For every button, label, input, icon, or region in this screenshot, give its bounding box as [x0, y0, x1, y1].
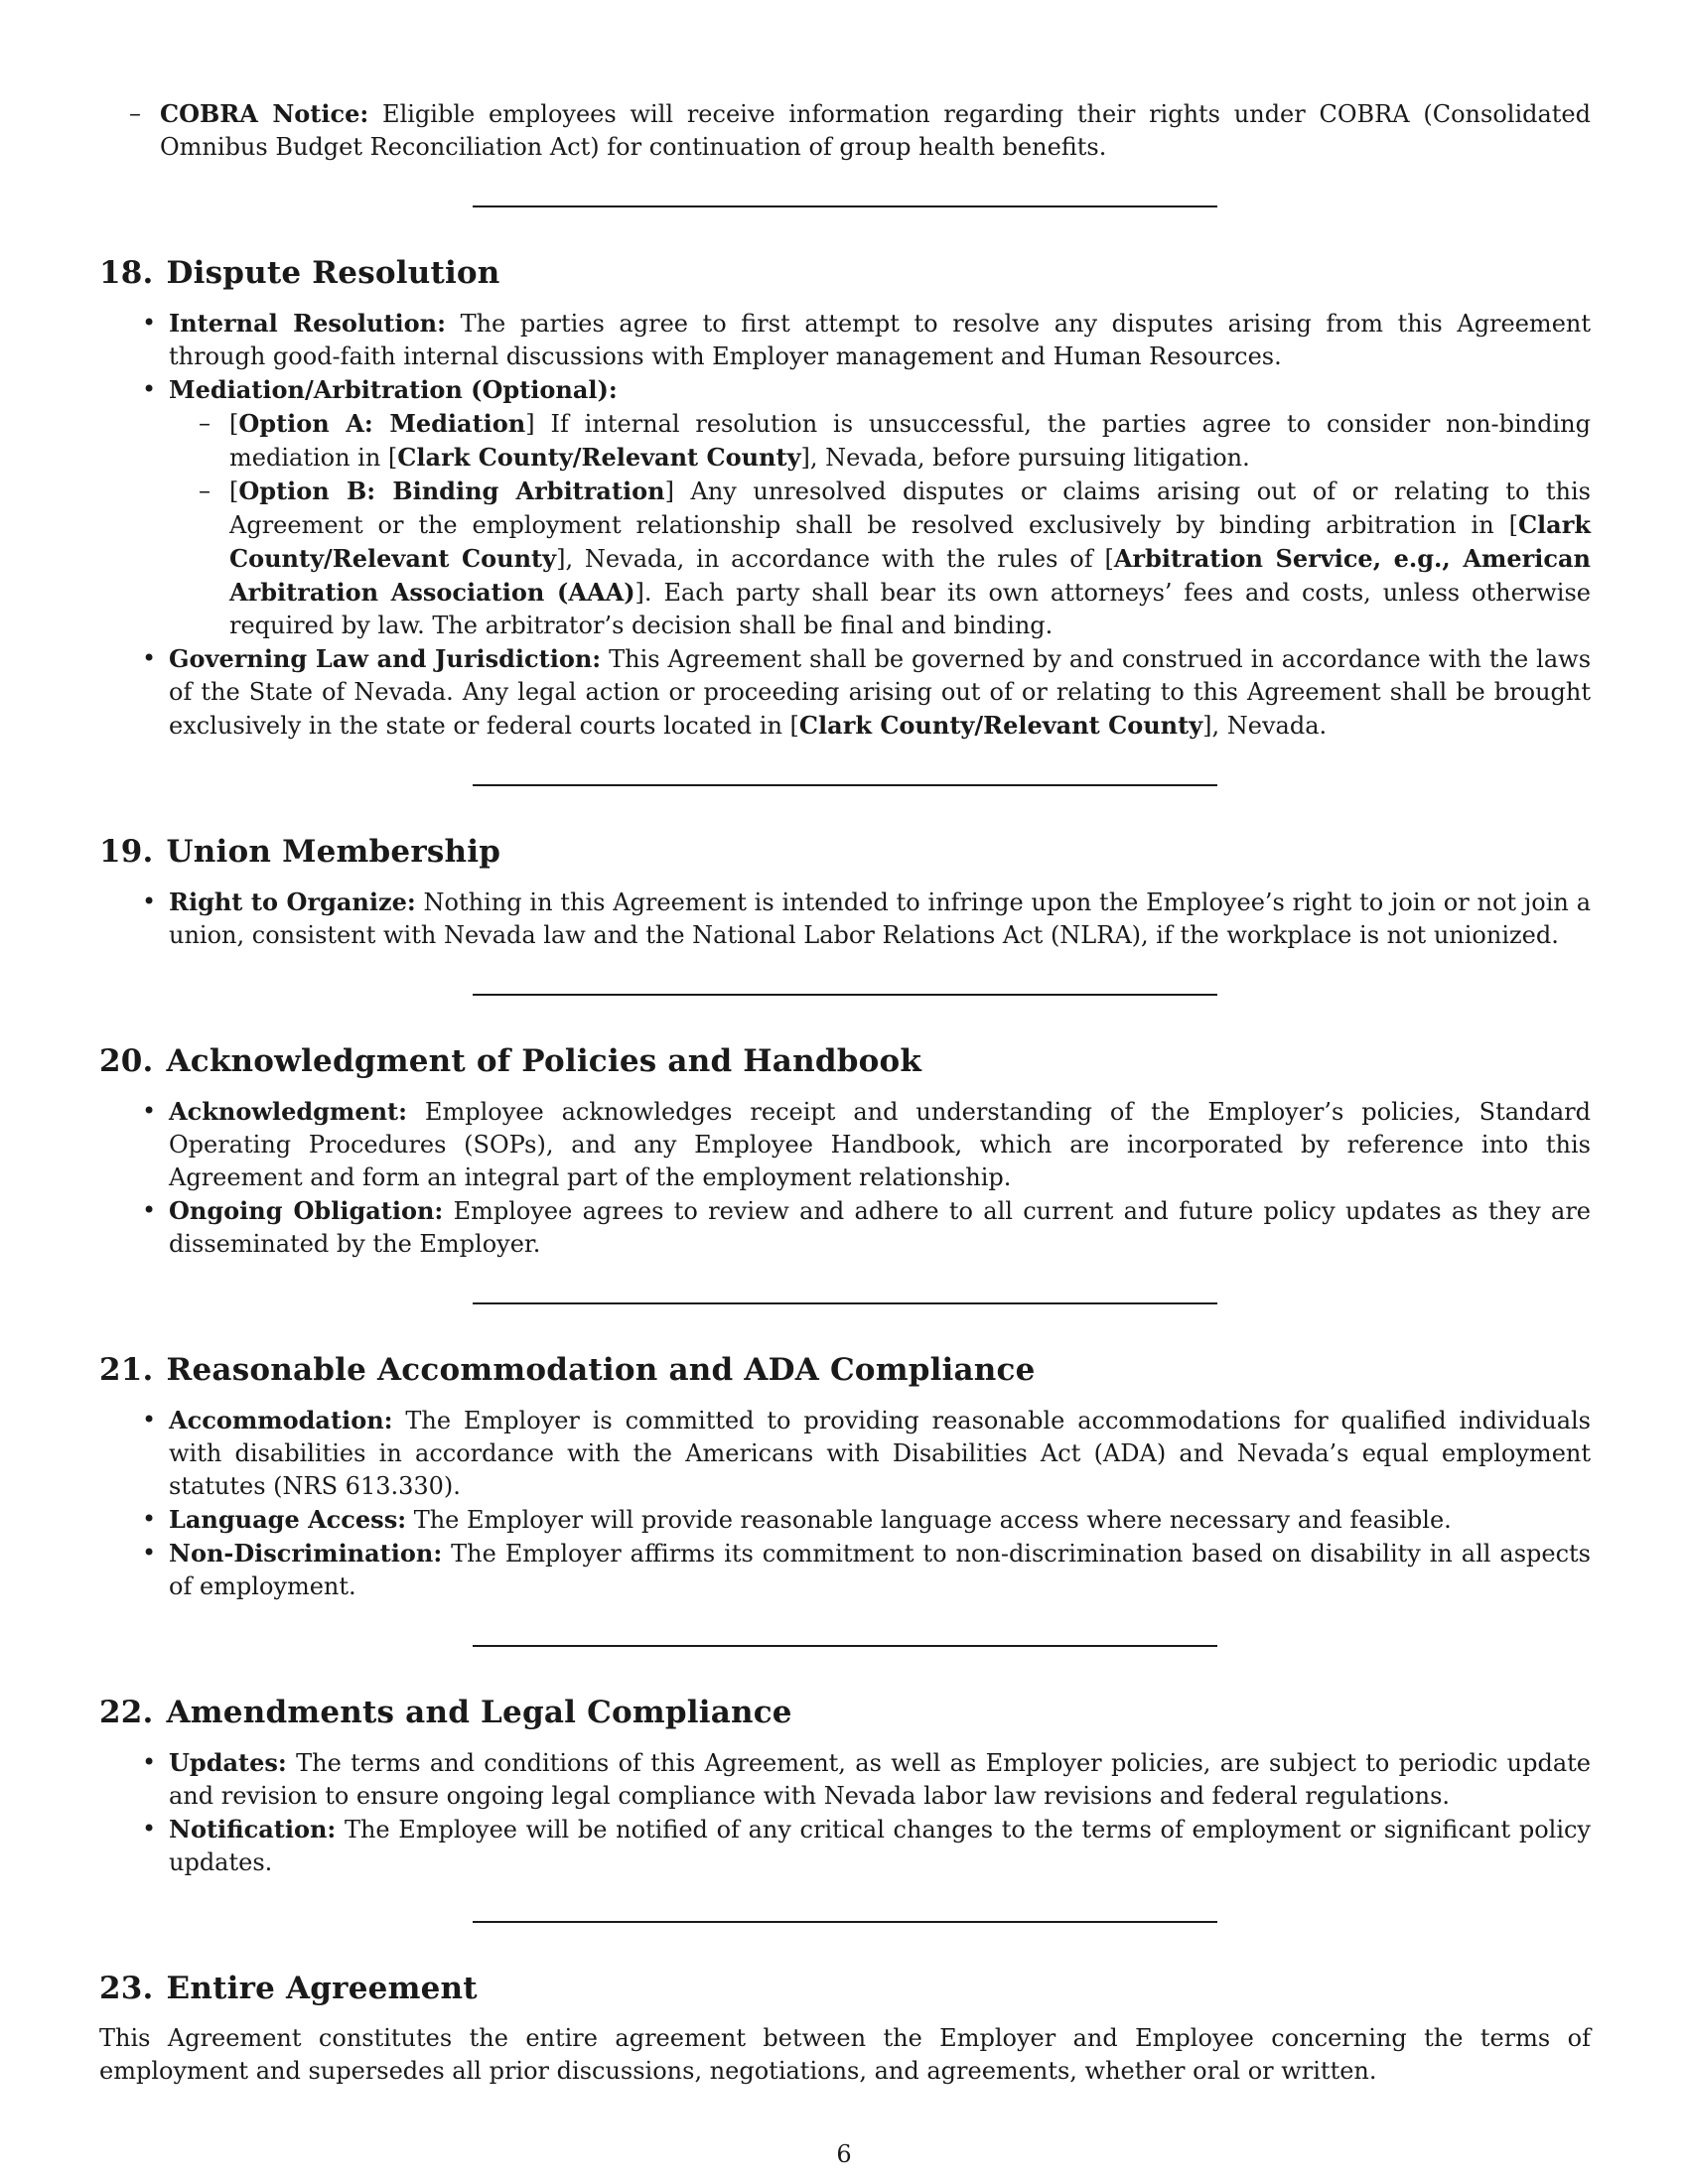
item-text: The terms and conditions of this Agreement, as well as Employer policies, are subject to periodic update and revision to ensure ongoing legal compliance with Nevada labor law revisions and federal regulations. [169, 1749, 1591, 1810]
section-23-body: This Agreement constitutes the entire agreement between the Employer and Employee concerning the terms of employment and supersedes all prior discussions, negotiations, and agreements, whether oral or written. [99, 2024, 1591, 2085]
section-title: Union Membership [166, 834, 501, 870]
cobra-text: Eligible employees will receive information regarding their rights under COBRA (Consolidated Omnibus Budget Reconciliation Act) for continuation of group health benefits. [160, 100, 1591, 161]
section-23-heading [99, 1969, 1591, 2008]
item-text: ], Nevada. [1202, 712, 1328, 740]
section-divider [473, 784, 1217, 786]
section-22-heading [99, 1693, 1591, 1732]
item-text: Employee agrees to review and adhere to all current and future policy updates as they are disseminated by the Employer. [169, 1197, 1591, 1258]
bracket: [ [229, 478, 239, 505]
section-20-list [169, 1095, 1591, 1261]
section-number: 21. [99, 1352, 154, 1388]
item-text: The parties agree to first attempt to resolve any disputes arising from this Agreement through good-faith internal discussions with Employer management and Human Resources. [169, 310, 1591, 370]
section-18-heading [99, 253, 1591, 293]
section-title: Dispute Resolution [166, 255, 500, 291]
item-label: Non-Discrimination: [169, 1539, 443, 1568]
list-item [169, 1537, 1591, 1603]
item-text: This Agreement shall be governed by and construed in accordance with the laws of the State of Nevada. Any legal action or proceeding arising out of or relating to this Agreement shall be brought exclusively in the state or federal courts located in [ [169, 645, 1592, 740]
item-label: Option B: Binding Arbitration [238, 477, 665, 505]
item-text: ]. Each party shall bear its own attorneys’ fees and costs, unless otherwise required by law. The arbitrator’s decision shall be final and binding. [229, 579, 1591, 639]
section-21-list [169, 1404, 1591, 1603]
item-text: If internal resolution is unsuccessful, the parties agree to consider non-binding mediation in [ [229, 410, 1591, 472]
list-item [169, 1404, 1591, 1503]
list-item [169, 1813, 1591, 1879]
item-label: Updates: [169, 1748, 287, 1777]
item-label: Governing Law and Jurisdiction: [169, 644, 602, 673]
list-item [169, 373, 1591, 642]
page-number: 6 [836, 2140, 852, 2168]
section-number: 23. [99, 1971, 154, 2006]
item-text: The Employer affirms its commitment to non-discrimination based on disability in all aspects of employment. [169, 1540, 1591, 1600]
item-text: ], Nevada, before pursuing litigation. [800, 444, 1250, 472]
section-20-heading [99, 1041, 1591, 1081]
item-text: ], Nevada, in accordance with the rules of [ [556, 545, 1114, 573]
item-text: Employee acknowledges receipt and understanding of the Employer’s policies, Standard Operating Procedures (SOPs), and any Employee Handbook, which are incorporated by reference into this Agreement and form an integral part of the employment relationship. [169, 1098, 1591, 1191]
section-number: 19. [99, 834, 154, 870]
cobra-list [160, 97, 1591, 164]
item-text: The Employee will be notified of any critical changes to the terms of employment or significant policy updates. [169, 1816, 1591, 1876]
option-b-item [229, 475, 1591, 642]
item-label: Option A: Mediation [238, 409, 526, 438]
item-label: Mediation/Arbitration (Optional): [169, 375, 618, 404]
list-item [169, 886, 1591, 952]
section-title: Entire Agreement [166, 1971, 478, 2006]
list-item [169, 1746, 1591, 1813]
item-text: The Employer will provide reasonable language access where necessary and feasible. [406, 1506, 1452, 1534]
section-title: Acknowledgment of Policies and Handbook [166, 1043, 922, 1079]
list-item [169, 1194, 1591, 1261]
bracket: [ [229, 410, 239, 438]
placeholder-county: Clark County/Relevant County [229, 510, 1591, 573]
mediation-options-list [229, 407, 1591, 642]
section-19-heading [99, 832, 1591, 872]
placeholder-county: Clark County/Relevant County [397, 443, 801, 472]
page-content [99, 97, 1591, 2088]
item-label: Internal Resolution: [169, 309, 446, 338]
item-label: Right to Organize: [169, 887, 416, 916]
section-divider [473, 205, 1217, 207]
section-number: 18. [99, 255, 154, 291]
list-item [169, 307, 1591, 373]
section-divider [473, 1921, 1217, 1923]
item-label: Accommodation: [169, 1406, 393, 1434]
bracket: ] [525, 410, 535, 438]
section-title: Reasonable Accommodation and ADA Compliance [166, 1352, 1036, 1388]
list-item [169, 1503, 1591, 1537]
list-item [169, 642, 1591, 743]
section-title: Amendments and Legal Compliance [166, 1695, 792, 1730]
section-divider [473, 994, 1217, 996]
cobra-item [160, 97, 1591, 164]
section-21-heading [99, 1350, 1591, 1390]
placeholder-arbitration-service: Arbitration Service, e.g., American Arbitration Association (AAA) [229, 544, 1592, 607]
section-divider [473, 1645, 1217, 1647]
section-number: 20. [99, 1043, 154, 1079]
bracket: ] [664, 478, 675, 505]
cobra-label: COBRA Notice: [160, 99, 369, 128]
item-text: Nothing in this Agreement is intended to infringe upon the Employee’s right to join or not join a union, consistent with Nevada law and the National Labor Relations Act (NLRA), if the workplace is not unionized. [169, 888, 1591, 949]
item-label: Ongoing Obligation: [169, 1196, 444, 1225]
item-label: Acknowledgment: [169, 1097, 407, 1126]
list-item [169, 1095, 1591, 1194]
section-number: 22. [99, 1695, 154, 1730]
option-a-item [229, 407, 1591, 475]
section-19-list [169, 886, 1591, 952]
section-18-list [169, 307, 1591, 743]
placeholder-county: Clark County/Relevant County [798, 711, 1203, 740]
item-text: The Employer is committed to providing reasonable accommodations for qualified individuals with disabilities in accordance with the Americans with Disabilities Act (ADA) and Nevada’s equal employment statutes (NRS 613.330). [169, 1407, 1591, 1500]
item-text: Any unresolved disputes or claims arising out of or relating to this Agreement or the employment relationship shall be resolved exclusively by binding arbitration in [ [229, 478, 1591, 539]
item-label: Language Access: [169, 1505, 407, 1534]
item-label: Notification: [169, 1815, 337, 1843]
section-divider [473, 1302, 1217, 1304]
section-22-list [169, 1746, 1591, 1879]
